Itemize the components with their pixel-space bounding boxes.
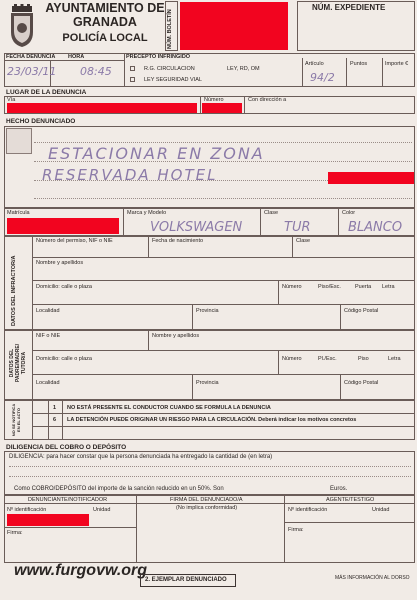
infractor-numero-label: Número — [282, 284, 302, 290]
ley-label: LEY SEGURIDAD VIAL — [144, 77, 202, 83]
padre-localidad-label: Localidad — [36, 380, 60, 386]
hecho-title: HECHO DENUNCIADO — [6, 118, 76, 125]
org-line-1: AYUNTAMIENTO DE — [45, 1, 165, 15]
padre-section — [4, 330, 415, 400]
agente-title: AGENTE/TESTIGO — [326, 497, 375, 503]
bulletin-number-redacted — [180, 2, 288, 50]
padre-provincia-label: Provincia — [196, 380, 219, 386]
rg-checkbox[interactable] — [130, 66, 135, 71]
padre-nombre-label: Nombre y apellidos — [152, 333, 200, 339]
notificacion-side-label: NO SE NOTIFICA EN EL ACTO — [11, 403, 21, 437]
bulletin-label: NÚM. BOLETÍN — [167, 9, 173, 49]
infractor-section — [4, 236, 415, 330]
ley-rd-label: LEY, RD, OM — [227, 66, 260, 72]
agente-firma-label: Firma: — [288, 527, 304, 533]
infractor-puerta-label: Puerta — [355, 284, 372, 290]
padre-letra-label: Letra — [388, 356, 401, 362]
identificacion-redacted — [7, 514, 89, 526]
denunciante-title: DENUNCIANTE/NOTIFICADOR — [28, 497, 108, 503]
firma-label: Firma: — [7, 530, 23, 536]
marca-value: VOLKSWAGEN — [150, 220, 243, 235]
ejemplar-label: 2. EJEMPLAR DENUNCIADO — [145, 577, 227, 583]
ley-checkbox[interactable] — [130, 77, 135, 82]
padre-cp-label: Código Postal — [344, 380, 379, 386]
fecha-label: FECHA DENUNCIA — [6, 54, 56, 60]
cobro-title: DILIGENCIA DEL COBRO O DEPÓSITO — [6, 444, 127, 451]
infractor-piso-label: Piso/Esc. — [318, 284, 341, 290]
nacimiento-label: Fecha de nacimiento — [152, 238, 204, 244]
padre-piso-label: Pl./Esc. — [318, 356, 337, 362]
option-1-text: NO ESTÁ PRESENTE EL CONDUCTOR CUANDO SE FORMULA LA DENUNCIA — [67, 405, 271, 411]
org-name — [40, 2, 170, 47]
infractor-clase-label: Clase — [296, 238, 311, 244]
identificacion-label: Nº identificación — [7, 507, 47, 513]
firma-sub: (No implica conformidad) — [176, 505, 238, 511]
puntos-label: Puntos — [350, 61, 368, 67]
org-line-3: POLICÍA LOCAL — [62, 32, 148, 44]
permiso-label: Número del permiso, NIF o NIE — [36, 238, 113, 244]
org-line-2: GRANADA — [73, 15, 137, 29]
infractor-domicilio-label: Domicilio: calle o plaza — [36, 284, 92, 290]
fecha-value: 23/03/11 — [7, 65, 57, 78]
expediente-label: NÚM. EXPEDIENTE — [312, 3, 386, 12]
articulo-value: 94/2 — [310, 71, 335, 84]
euros-text: Euros. — [330, 486, 348, 492]
infractor-nombre-label: Nombre y apellidos — [36, 260, 84, 266]
option-1-num: 1 — [53, 405, 57, 411]
padre-side-text: DATOS DEL PADRE/MADRE/ TUTOR/A — [9, 343, 27, 383]
hecho-line-2: RESERVADA HOTEL — [42, 166, 218, 184]
option-6-num: 6 — [53, 417, 57, 423]
hora-label: HORA — [68, 54, 85, 60]
importe-label: Importe € — [385, 61, 409, 67]
con-direccion-label: Con dirección a — [248, 97, 287, 103]
numero-label: Número — [204, 97, 224, 103]
coat-of-arms-logo — [8, 4, 36, 48]
color-value: BLANCO — [348, 220, 403, 235]
rg-label: R.G. CIRCULACION — [144, 66, 195, 72]
padre-puerta-label: Piso — [358, 356, 369, 362]
option-6-text: LA DETENCIÓN PUEDE ORIGINAR UN RIESGO PARA LA CIRCULACIÓN. Deberá indicar los motivos concretos — [67, 417, 357, 423]
clase-label: Clase — [264, 210, 279, 216]
watermark: www.furgovw.org — [14, 562, 148, 579]
color-label: Color — [342, 210, 356, 216]
agente-unidad-label: Unidad — [372, 507, 390, 513]
precepto-label: PRECEPTO INFRINGIDO — [126, 54, 191, 60]
agente-identificacion-label: Nº identificación — [288, 507, 328, 513]
diligencia-text: DILIGENCIA: para hacer constar que la persona denunciada ha entregado la cantidad de (en letra) — [9, 454, 273, 460]
como-text: Como COBRO/DEPÓSITO del importe de la sanción reducido en un 50%. Son — [14, 486, 224, 492]
marca-label: Marca y Modelo — [127, 210, 167, 216]
firma-title: FIRMA DEL DENUNCIADO/A — [170, 497, 243, 503]
padre-domicilio-label: Domicilio: calle o plaza — [36, 356, 92, 362]
via-label: Vía — [7, 97, 16, 103]
unidad-label: Unidad — [93, 507, 111, 513]
hecho-line-1: ESTACIONAR EN ZONA — [48, 144, 265, 163]
padre-nif-label: NIF o NIE — [36, 333, 61, 339]
lugar-title: LUGAR DE LA DENUNCIA — [6, 89, 87, 96]
infractor-letra-label: Letra — [382, 284, 395, 290]
matricula-label: Matrícula — [7, 210, 30, 216]
infractor-localidad-label: Localidad — [36, 308, 60, 314]
mas-info: MÁS INFORMACIÓN AL DORSO — [335, 575, 410, 581]
infractor-cp-label: Código Postal — [344, 308, 379, 314]
hora-value: 08:45 — [80, 65, 112, 78]
matricula-redacted — [7, 218, 119, 234]
articulo-label: Artículo — [305, 61, 324, 67]
padre-numero-label: Número — [282, 356, 302, 362]
via-redacted — [7, 103, 197, 113]
clase-value: TUR — [284, 220, 311, 235]
infractor-provincia-label: Provincia — [196, 308, 219, 314]
fecha-row — [4, 53, 415, 87]
hecho-corner-box — [6, 128, 32, 154]
infractor-side-label: DATOS DEL INFRACTOR/A — [11, 255, 17, 326]
hecho-redacted — [328, 172, 414, 184]
numero-redacted — [202, 103, 242, 113]
